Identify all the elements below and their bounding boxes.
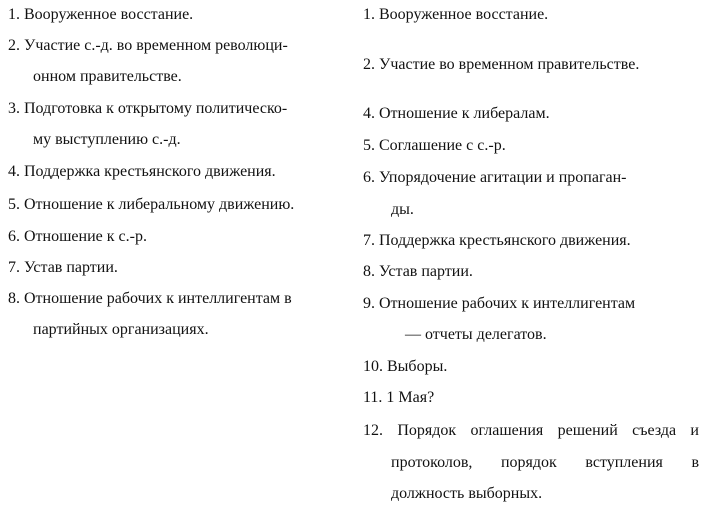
left-item-8-line-2: партийных организациях. [33,321,209,338]
right-item-6-line-2: ды. [391,201,414,218]
right-item-12-line-1: 12. Порядок оглашения решений съезда и [363,422,699,439]
right-item-10: 10. Выборы. [363,358,448,375]
left-item-2-line-2: онном правительстве. [33,68,182,85]
left-item-6: 6. Отношение к с.-р. [8,228,147,245]
left-item-2-line-1: 2. Участие с.-д. во временном революци- [8,37,288,54]
right-item-1: 1. Вооруженное восстание. [363,6,549,23]
right-item-6-line-1: 6. Упорядочение агитации и пропаган- [363,169,627,186]
right-item-9-line-2: — отчеты делегатов. [405,326,547,343]
left-item-3-line-2: му выступлению с.-д. [33,131,181,148]
left-item-4: 4. Поддержка крестьянского движения. [8,163,276,180]
right-item-11: 11. 1 Мая? [363,389,435,406]
right-item-7: 7. Поддержка крестьянского движения. [363,232,631,249]
right-item-5: 5. Соглашение с с.-р. [363,137,506,154]
right-item-8: 8. Устав партии. [363,263,473,280]
left-item-1: 1. Вооруженное восстание. [8,6,194,23]
right-item-12-line-2: протоколов, порядок вступления в [391,454,699,471]
right-item-2: 2. Участие во временном правительстве. [363,56,640,73]
left-item-8-line-1: 8. Отношение рабочих к интеллигентам в [8,290,292,307]
right-item-4: 4. Отношение к либералам. [363,105,550,122]
right-item-9-line-1: 9. Отношение рабочих к интеллигентам [363,295,636,312]
left-item-3-line-1: 3. Подготовка к открытому политическо- [8,100,288,117]
right-item-12-line-3: должность выборных. [391,485,543,502]
left-item-5: 5. Отношение к либеральному движению. [8,196,295,213]
left-item-7: 7. Устав партии. [8,259,118,276]
